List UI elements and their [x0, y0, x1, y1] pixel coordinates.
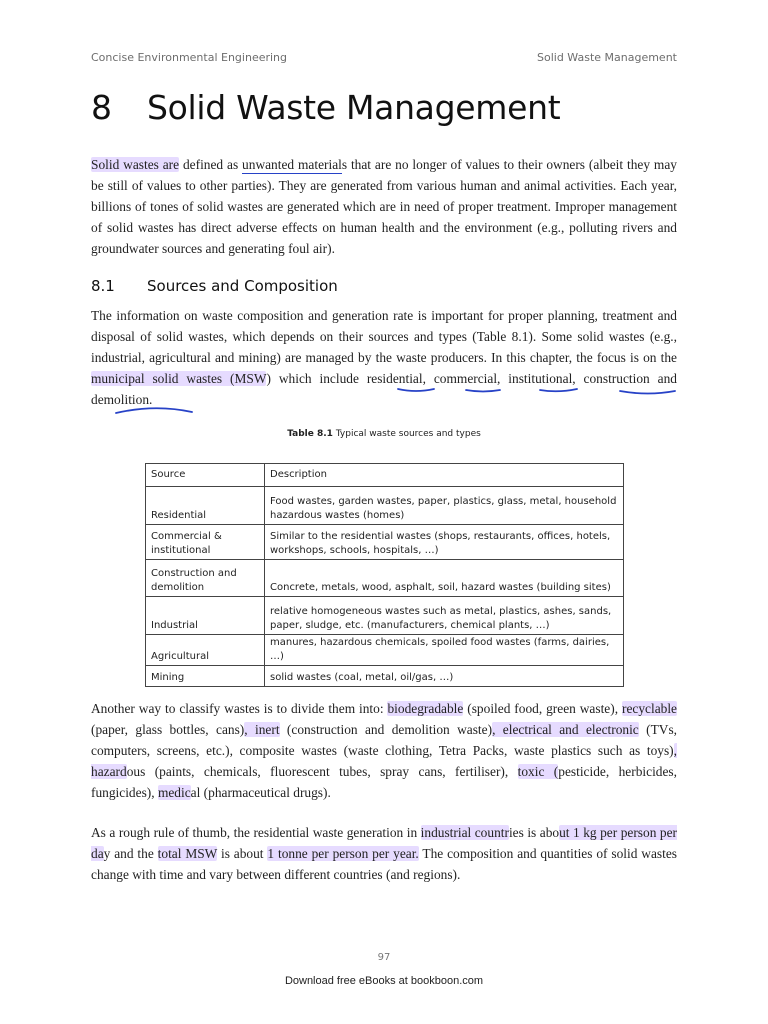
highlight: ut 1 kg per person per da	[91, 825, 677, 861]
table-caption-label: Table 8.1	[287, 429, 333, 439]
table-header-cell: Source	[146, 464, 265, 487]
text-run: s that are no longer of values to their owners (albeit they may be still of values to other parties). They are generated from various human and animal activities. Each year, billions of tones of solid wastes are generated which are in need of proper treatment. Improper management of solid wastes has direct adverse effects on human health and the environment (e.g., polluting rivers and groundwater sources and generating foul air).	[91, 157, 677, 256]
highlight: toxic (	[517, 764, 559, 779]
table-row	[146, 666, 624, 687]
text-run: The composition and quantities of solid wastes change with time and vary between different countries (and regions).	[91, 846, 677, 882]
table-cell-description: manures, hazardous chemicals, spoiled food wastes (farms, dairies, …)	[265, 635, 624, 666]
text-run: ) which include residential, commercial, institutional, construction and demolition.	[91, 371, 677, 407]
text-run: (construction and demolition waste)	[279, 722, 493, 737]
table-row	[146, 487, 624, 525]
text-run: (spoiled food, green waste),	[463, 701, 622, 716]
table-cell-source: Agricultural	[146, 635, 265, 666]
table-cell-source: Commercial & institutional	[146, 525, 265, 560]
text-run: The information on waste composition and generation rate is important for proper planning, treatment and disposal of solid wastes, which depends on their sources and types (Table 8.1). Some solid wastes (e.g., industrial, agricultural and mining) are managed by the waste producers. In this chapter, the focus is on the	[91, 308, 677, 365]
header-book-title: Concise Environmental Engineering	[91, 51, 288, 64]
highlight: , electrical and electronic	[492, 722, 639, 737]
section-title-text: Sources and Composition	[147, 277, 338, 295]
table-caption-text: Typical waste sources and types	[332, 429, 481, 439]
sources-paragraph	[91, 305, 677, 410]
table-cell-source: Mining	[146, 666, 265, 687]
text-run: ies is abo	[508, 825, 560, 840]
highlight: , hazard	[91, 743, 677, 779]
table-row	[146, 525, 624, 560]
table-header-cell: Description	[265, 464, 624, 487]
footer-link-text: Download free eBooks at bookboon.com	[284, 975, 484, 987]
table-cell-source: Construction and demolition	[146, 560, 265, 597]
text-run: y and the	[103, 846, 158, 861]
text-run: defined as	[179, 157, 243, 172]
text-run: As a rough rule of thumb, the residential waste generation in	[91, 825, 421, 840]
text-run: Another way to classify wastes is to divide them into:	[91, 701, 388, 716]
table-cell-description: Food wastes, garden wastes, paper, plastics, glass, metal, household hazardous wastes (homes)	[265, 487, 624, 525]
table-row	[146, 635, 624, 666]
table-cell-description: Similar to the residential wastes (shops, restaurants, offices, hotels, workshops, schools, hospitals, …)	[265, 525, 624, 560]
chapter-title	[91, 88, 560, 127]
table-row	[146, 560, 624, 597]
highlight: industrial countr	[420, 825, 509, 840]
classification-paragraph	[91, 698, 677, 803]
highlight: total MSW	[157, 846, 218, 861]
chapter-title-text: Solid Waste Management	[147, 88, 561, 127]
text-run: pesticide, herbicides, fungicides),	[91, 764, 677, 800]
table-cell-description: Concrete, metals, wood, asphalt, soil, hazard wastes (building sites)	[265, 560, 624, 597]
rule-of-thumb-paragraph	[91, 822, 677, 885]
waste-sources-table	[145, 463, 624, 687]
highlight: 1 tonne per person per year.	[267, 846, 419, 861]
table-cell-source: Industrial	[146, 597, 265, 635]
highlight: recyclable	[621, 701, 677, 716]
text-run: (paper, glass bottles, cans)	[91, 722, 245, 737]
header-chapter-title: Solid Waste Management	[537, 51, 677, 64]
text-run: al (pharmaceutical drugs).	[190, 785, 331, 800]
highlight: , inert	[244, 722, 280, 737]
table-header-row	[146, 464, 624, 487]
highlight: medic	[157, 785, 191, 800]
table-cell-description: solid wastes (coal, metal, oil/gas, …)	[265, 666, 624, 687]
intro-paragraph	[91, 154, 677, 259]
text-run: ous (paints, chemicals, fluorescent tubes, spray cans, fertiliser),	[126, 764, 518, 779]
text-run: (TVs, computers, screens, etc.), composite wastes (waste clothing, Tetra Packs, waste plastics such as toys)	[91, 722, 678, 758]
pen-underline: unwanted material	[242, 157, 342, 172]
highlight: biodegradable	[387, 701, 464, 716]
table-caption	[0, 429, 768, 439]
text-run: is about	[217, 846, 268, 861]
table-cell-source: Residential	[146, 487, 265, 525]
highlight: municipal solid wastes (MSW	[91, 371, 267, 386]
chapter-number: 8	[91, 88, 112, 127]
highlight: Solid wastes are	[91, 157, 180, 172]
page-number: 97	[377, 952, 391, 963]
table-row	[146, 597, 624, 635]
section-number: 8.1	[91, 277, 115, 295]
section-title	[91, 277, 338, 295]
running-header	[91, 51, 677, 64]
table-cell-description: relative homogeneous wastes such as metal, plastics, ashes, sands, paper, sludge, etc. (manufacturers, chemical plants, …)	[265, 597, 624, 635]
